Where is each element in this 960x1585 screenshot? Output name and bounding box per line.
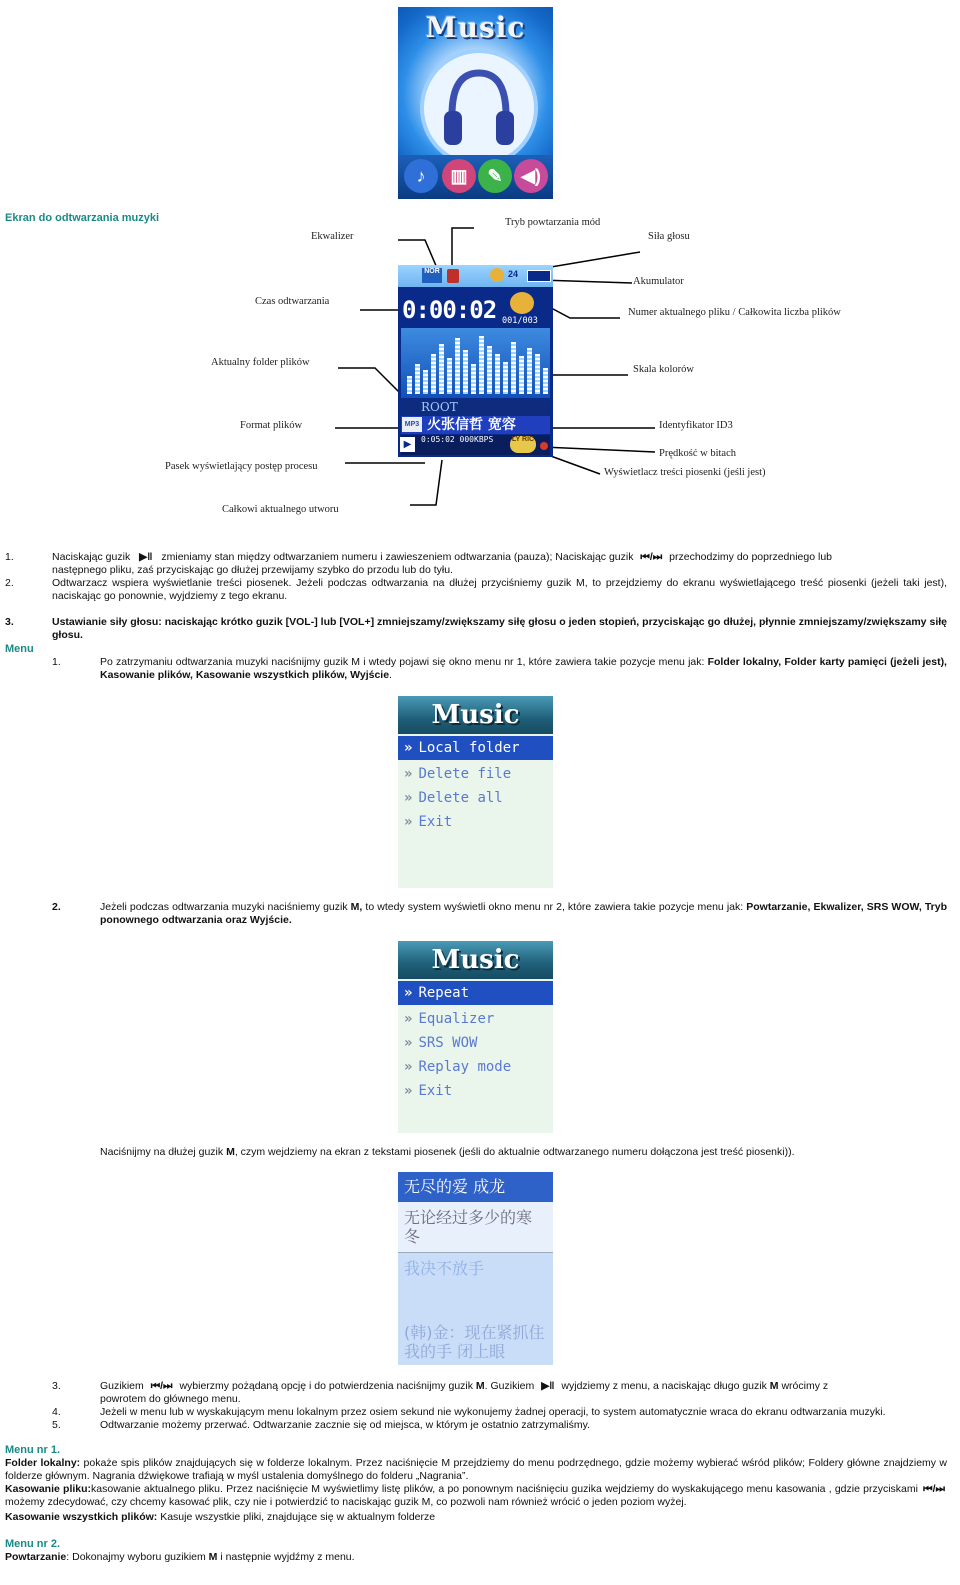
list-number: 3. xyxy=(52,1380,61,1392)
instruction-text: wrócimy z xyxy=(778,1380,829,1392)
label-file-format: Format plików xyxy=(240,420,303,431)
instruction-bold: Powtarzanie, Ekwalizer, SRS WOW, Tryb ponownego odtwarzania oraz Wyjście. xyxy=(100,901,947,926)
menu-item-delete-file[interactable] xyxy=(398,762,553,786)
term-text: : Dokonajmy wyboru guzikiem xyxy=(66,1551,209,1563)
term-text: kasowanie aktualnego pliku. Przez naciśnięcie M wyświetlimy listę plików, a po ponownym naciśnięciu guzika wejdziemy do wyskakującego menu kasowania , gdzie przyciskami xyxy=(91,1483,918,1495)
list-number: 4. xyxy=(52,1406,61,1418)
chevron-right-icon: » xyxy=(404,1083,413,1099)
battery-icon xyxy=(527,270,551,282)
instruction-text: Jeżeli podczas odtwarzania muzyki naciśniemy guzik xyxy=(100,901,351,913)
deleteall-description xyxy=(5,1511,947,1524)
prev-next-icon: ⏮/⏭ xyxy=(923,1483,945,1495)
equalizer-icon: NOR xyxy=(422,268,442,283)
instruction-bold: M, xyxy=(350,901,363,913)
term-bold: M xyxy=(208,1551,218,1563)
format-badge: MP3 xyxy=(402,417,422,432)
label-lyrics-display: Wyświetlacz treści piosenki (jeśli jest) xyxy=(604,467,766,478)
label-volume: Siła głosu xyxy=(648,231,690,242)
folder-description xyxy=(5,1457,947,1483)
chevron-right-icon: » xyxy=(404,740,413,756)
section-heading-player: Ekran do odtwarzania muzyki xyxy=(5,212,160,224)
label-id3: Identyfikator ID3 xyxy=(659,420,733,431)
instruction-bold: Folder lokalny, Folder karty pamięci (jeżeli jest), Kasowanie plików, Kasowanie wszystkich plików, Wyjście xyxy=(100,656,947,681)
instruction-text: następnego pliku, zaś przyciskając go dłużej przewijamy szybko do przodu lub do tyłu. xyxy=(52,564,453,576)
instruction-bold: M xyxy=(475,1380,485,1392)
menu-instruction-5: Odtwarzanie możemy przerwać. Odtwarzanie zacznie się od miejsca, w którym je ostatnio zatrzymaliśmy. xyxy=(100,1419,590,1431)
menu-item-equalizer[interactable] xyxy=(398,1007,553,1031)
instruction-text: . xyxy=(389,669,392,681)
lyrics-line-1: 无论经过多少的寒冬 xyxy=(398,1202,553,1253)
menu-item-repeat[interactable] xyxy=(398,981,553,1005)
chevron-right-icon: » xyxy=(404,985,413,1001)
spectrum-visualizer xyxy=(401,328,550,398)
hero-title: Music xyxy=(425,11,526,44)
term-text: i następnie wyjdźmy z menu. xyxy=(217,1551,355,1563)
track-position: 0:05:02 xyxy=(421,435,455,444)
lyrics-line-2: 我决不放手 xyxy=(404,1259,485,1278)
label-play-time: Czas odtwarzania xyxy=(255,296,330,307)
term-text: pokaże spis plików znajdujących się w folderze lokalnym. Przez naciśnięcie M przejdziemy do menu podrzędnego, gdzie możemy wybierać wśród plików; Foldery główne znajdziemy w folderze głównym. Nagrania dźwiękowe trafiają w myśl ustalenia domyślnego do folderu „Nagrania”. xyxy=(5,1457,947,1482)
file-counter: 001/003 xyxy=(502,316,538,326)
instruction-text: zmieniamy stan między odtwarzaniem numeru i zawieszeniem odtwarzania (pauza); Naciskając guzik xyxy=(161,551,634,563)
label-color-scale: Skala kolorów xyxy=(633,364,694,375)
menu-1-heading: Menu nr 1. xyxy=(5,1444,61,1456)
lyrics-screen xyxy=(398,1172,553,1365)
lyrics-header: 无尽的爱 成龙 xyxy=(398,1172,553,1202)
instruction-text: Naciśnijmy na dłużej guzik xyxy=(100,1146,227,1158)
instruction-bold: M xyxy=(769,1380,779,1392)
menu-item-label: Repeat xyxy=(418,985,470,1001)
list-number: 3. xyxy=(5,616,14,628)
lyrics-line-3: (韩)金：现在紧抓住我的手 闭上眼 xyxy=(404,1323,545,1361)
play-icon[interactable]: ▶ xyxy=(400,437,415,452)
instruction-text: wybierzmy pożądaną opcję i do potwierdzenia naciśnijmy guzik xyxy=(179,1380,476,1392)
menu-item-label: Delete file xyxy=(418,766,512,782)
delete-description xyxy=(5,1483,947,1509)
player-screen xyxy=(398,265,553,457)
repeat-mode-icon xyxy=(447,269,459,283)
play-time-display: 0:00:02 xyxy=(402,296,497,324)
film-icon[interactable]: ▥ xyxy=(442,159,476,193)
list-number: 1. xyxy=(52,656,61,668)
chevron-right-icon: » xyxy=(404,1059,413,1075)
track-bitrate: 000KBPS xyxy=(459,435,494,444)
term-label: Kasowanie wszystkich plików: xyxy=(5,1511,158,1523)
pencil-icon[interactable]: ✎ xyxy=(478,159,512,193)
label-progress-bar: Pasek wyświetlający postęp procesu xyxy=(165,461,318,472)
menu-1-screen xyxy=(398,696,553,888)
list-number: 2. xyxy=(52,901,61,913)
menu-instruction-1 xyxy=(100,656,947,682)
menu-item-label: Exit xyxy=(418,814,453,830)
menu-2-title: Music xyxy=(398,941,553,979)
menu-2-screen xyxy=(398,941,553,1133)
instruction-3: Ustawianie siły głosu: naciskając krótko guzik [VOL-] lub [VOL+] zmniejszamy/zwiększamy siłę głosu o jeden stopień, przyciskając go dłużej, płynnie zmniejszamy/zwiększamy siłę głosu. xyxy=(52,616,947,641)
term-label: Kasowanie pliku: xyxy=(5,1483,92,1495)
menu-item-label: Local folder xyxy=(418,740,520,756)
instruction-2: Odtwarzacz wspiera wyświetlanie treści piosenek. Jeżeli podczas odtwarzania na dłużej przyciśniemy guzik M, to przejdziemy do ekranu wyświetlającego treść piosenki (jeżeli taki jest), naciskając go ponownie, wyjdziemy z tego ekranu. xyxy=(52,577,947,602)
menu-item-label: Replay mode xyxy=(418,1059,512,1075)
section-heading-menu: Menu xyxy=(5,643,34,655)
label-equalizer: Ekwalizer xyxy=(311,231,354,242)
lyric-badge: LY RIC xyxy=(510,436,536,453)
play-pause-icon: ▶‖ xyxy=(541,1380,555,1392)
instruction-1 xyxy=(52,551,947,577)
menu-item-label: Equalizer xyxy=(418,1011,495,1027)
instruction-text: Naciskając guzik xyxy=(52,551,131,563)
cd-icon xyxy=(510,292,534,314)
menu-instruction-2 xyxy=(100,901,947,927)
player-status-bar xyxy=(398,265,553,287)
label-total-time: Całkowi aktualnego utworu xyxy=(222,504,339,515)
menu-item-label: Exit xyxy=(418,1083,453,1099)
instruction-text: , czym wejdziemy na ekran z tekstami piosenek (jeśli do aktualnie odtwarzanego numeru dołączona jest treść piosenki)). xyxy=(234,1146,795,1158)
lyrics-note xyxy=(100,1146,947,1159)
song-title: 火张信哲 宽容 xyxy=(401,416,550,434)
instruction-text: Po zatrzymaniu odtwarzania muzyki naciśnijmy guzik M i wtedy pojawi się okno menu nr 1, które zawiera takie pozycje menu jak: xyxy=(100,656,708,668)
menu-item-replay-mode[interactable] xyxy=(398,1055,553,1079)
prev-next-icon: ⏮/⏭ xyxy=(640,551,663,563)
menu-item-local-folder[interactable] xyxy=(398,736,553,760)
speaker-icon[interactable]: ◀) xyxy=(514,159,548,193)
instruction-bold: M xyxy=(226,1146,235,1158)
chevron-right-icon: » xyxy=(404,814,413,830)
prev-next-icon: ⏮/⏭ xyxy=(150,1380,173,1392)
list-number: 5. xyxy=(52,1419,61,1431)
menu-item-label: Delete all xyxy=(418,790,503,806)
instruction-text: wyjdziemy z menu, a naciskając długo guzik xyxy=(561,1380,770,1392)
menu-item-exit[interactable] xyxy=(398,1079,553,1103)
menu-1-title: Music xyxy=(398,696,553,734)
list-number: 1. xyxy=(5,551,14,563)
chevron-right-icon: » xyxy=(404,766,413,782)
menu-instruction-3 xyxy=(100,1380,947,1406)
menu-item-srs-wow[interactable] xyxy=(398,1031,553,1055)
menu-item-label: SRS WOW xyxy=(418,1035,478,1051)
chevron-right-icon: » xyxy=(404,1035,413,1051)
term-text: możemy zdecydować, czy chcemy kasować plik, czy nie i potwierdzić to naciskając guzik M, co pozwoli nam również wrócić o jeden poziom wyżej. xyxy=(5,1496,687,1508)
folder-name: ROOT xyxy=(401,399,550,415)
play-pause-icon: ▶‖ xyxy=(139,551,153,563)
label-file-number: Numer aktualnego pliku / Całkowita liczba plików xyxy=(628,307,841,318)
menu-instruction-4: Jeżeli w menu lub w wyskakującym menu lokalnym przez osiem sekund nie wykonujemy żadnej operacji, to system automatycznie wraca do ekranu odtwarzania muzyki. xyxy=(100,1406,886,1418)
instruction-text: . Guzikiem xyxy=(484,1380,535,1392)
label-bitrate: Prędkość w bitach xyxy=(659,448,736,459)
chevron-right-icon: » xyxy=(404,790,413,806)
instruction-text: to wtedy system wyświetli okno menu nr 2, które zawiera takie pozycje menu jak: xyxy=(362,901,747,913)
label-battery: Akumulator xyxy=(633,276,684,287)
repeat-description xyxy=(5,1551,947,1564)
instruction-text: przechodzimy do poprzedniego lub xyxy=(669,551,833,563)
record-dot-icon xyxy=(540,442,548,450)
music-note-icon[interactable]: ♪ xyxy=(404,159,438,193)
chevron-right-icon: » xyxy=(404,1011,413,1027)
volume-value: 24 xyxy=(508,269,519,279)
menu-item-delete-all[interactable] xyxy=(398,786,553,810)
label-current-folder: Aktualny folder plików xyxy=(211,357,310,368)
term-text: Kasuje wszystkie pliki, znajdujące się w aktualnym folderze xyxy=(157,1511,436,1523)
instruction-text: Guzikiem xyxy=(100,1380,144,1392)
volume-icon xyxy=(490,268,504,282)
menu-item-exit[interactable] xyxy=(398,810,553,834)
list-number: 2. xyxy=(5,577,14,589)
term-label: Folder lokalny: xyxy=(5,1457,81,1469)
label-repeat-mode: Tryb powtarzania mód xyxy=(505,217,601,228)
menu-2-heading: Menu nr 2. xyxy=(5,1538,61,1550)
term-label: Powtarzanie xyxy=(5,1551,67,1563)
instruction-text: powrotem do głównego menu. xyxy=(100,1393,241,1405)
